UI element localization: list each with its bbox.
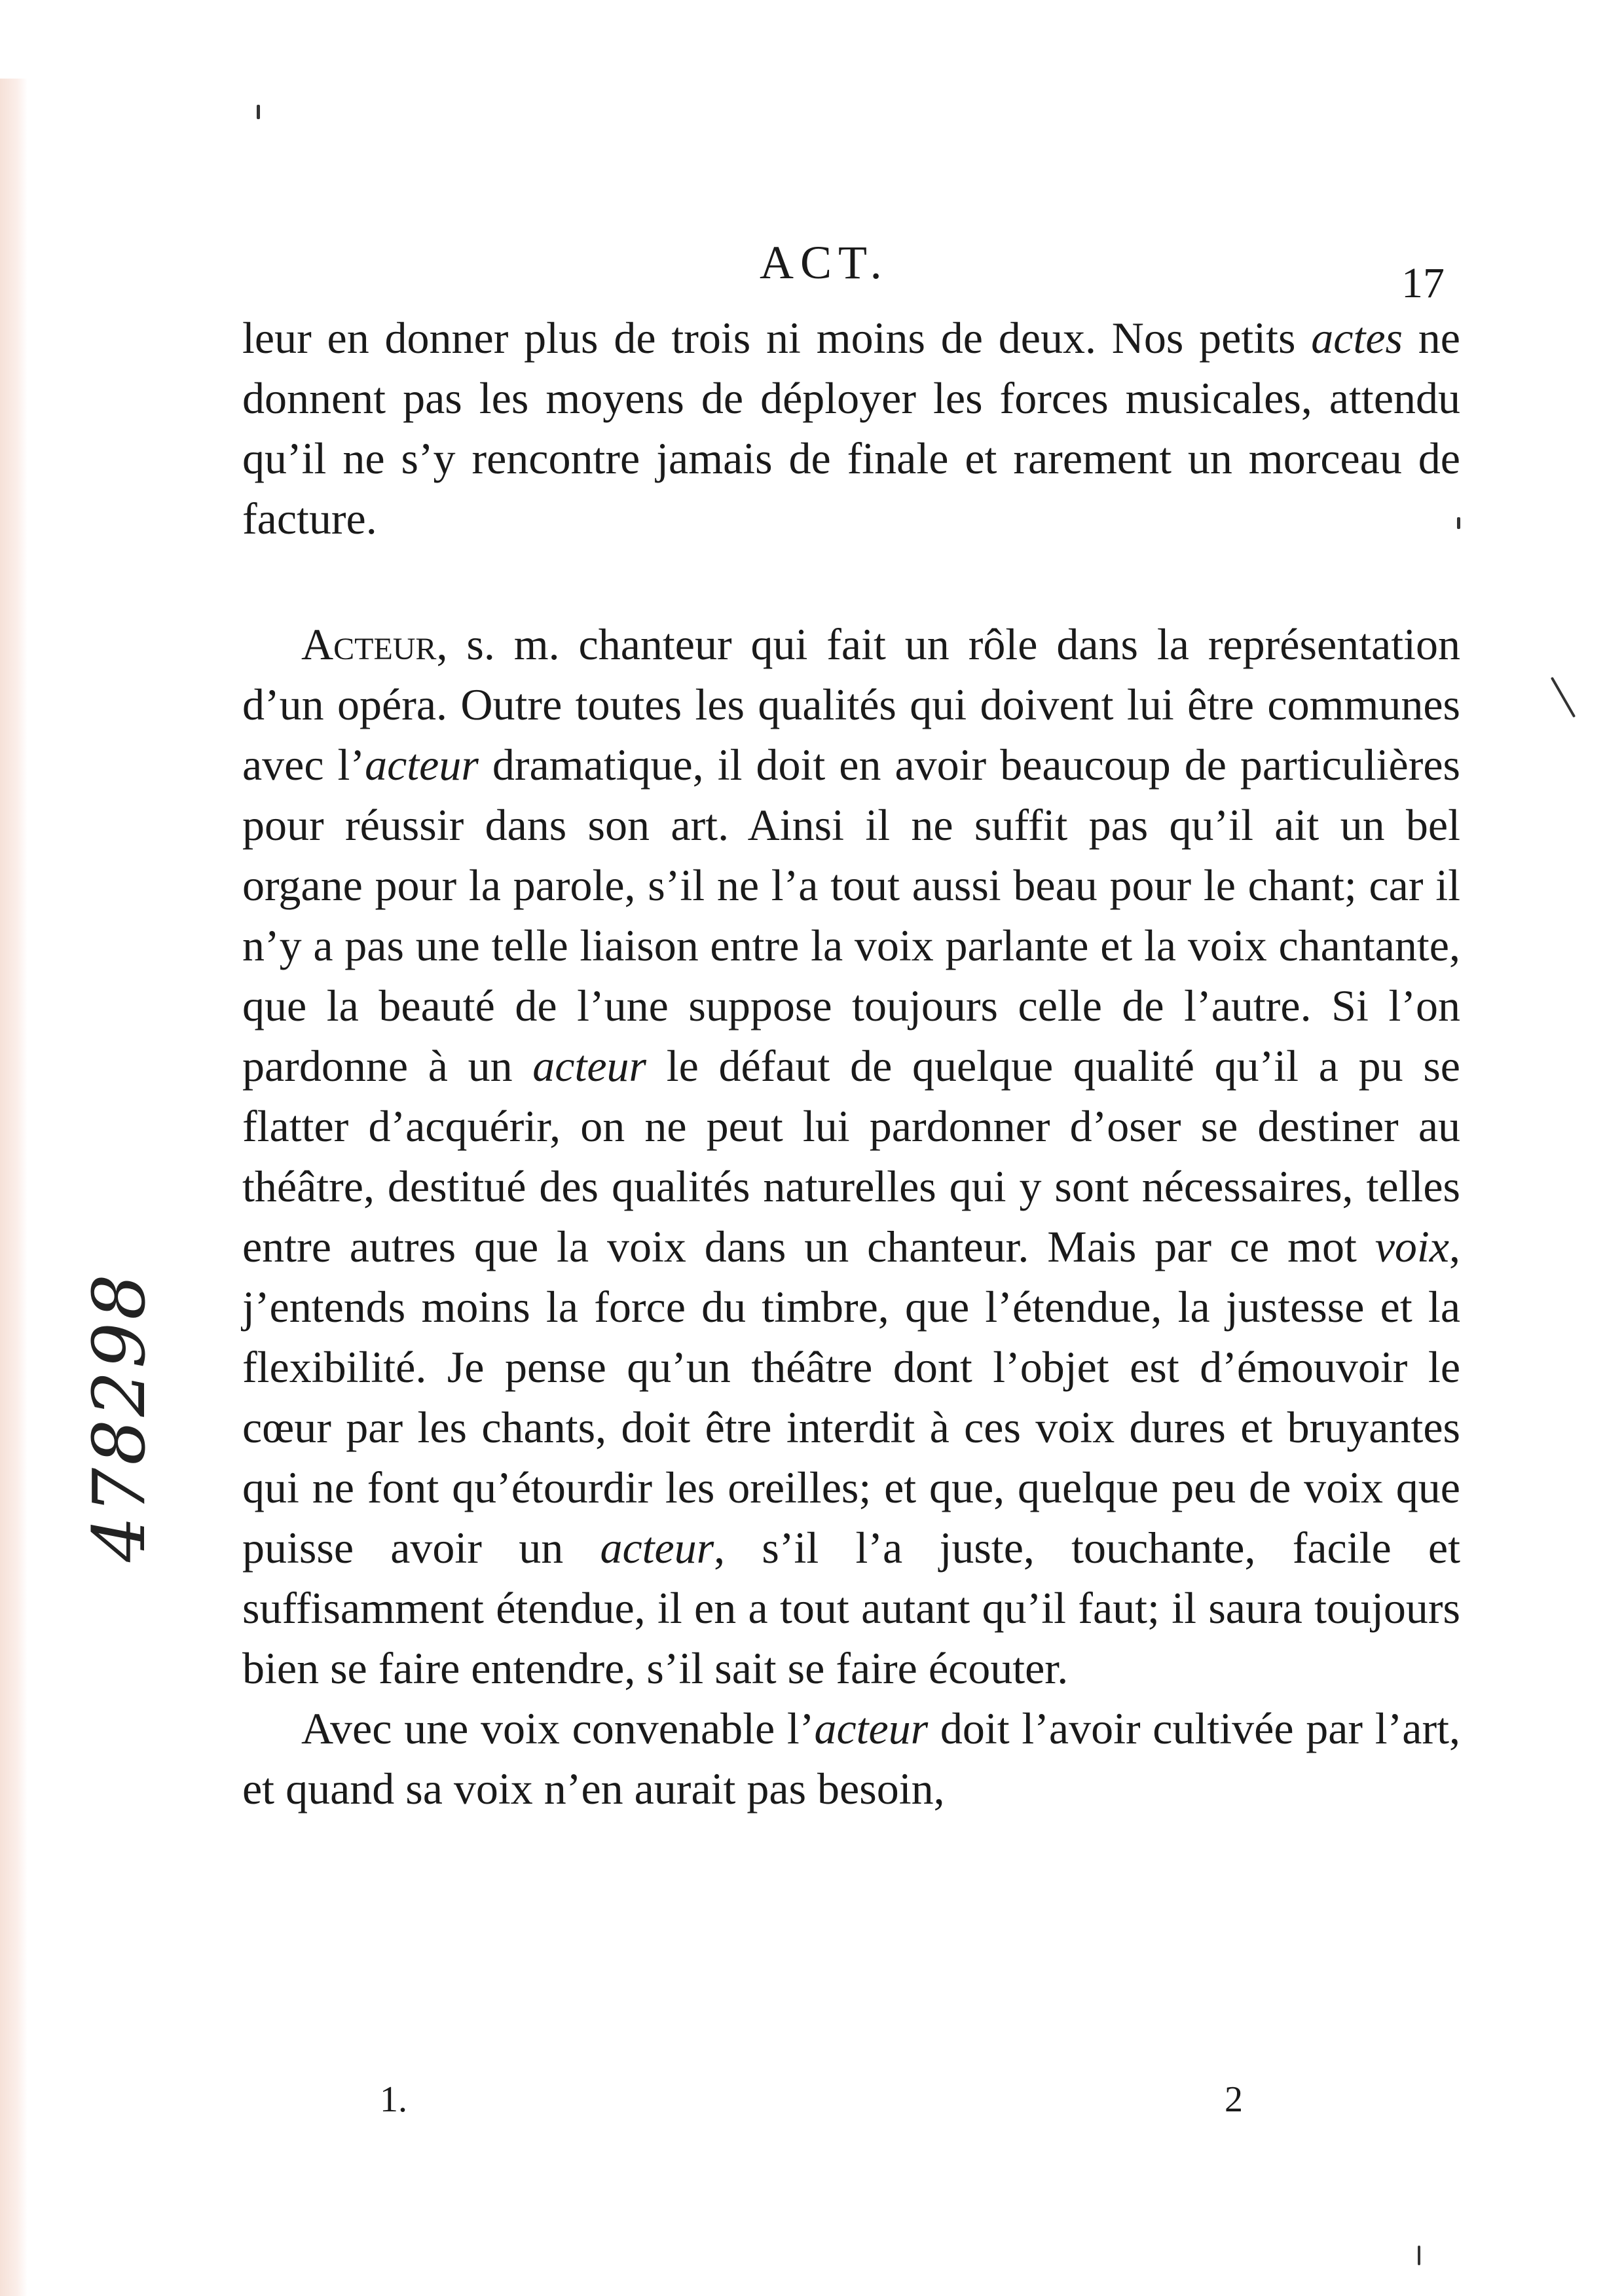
text-run: dramatique, il doit en avoir beaucoup de particulières pour réussir dans son art. Ainsi il ne suffit pas qu’il ait un bel organe pour la parole, s’il ne l’a tout aussi beau pour le chant; car il n’y a pas une telle liaison entre la voix parlante et la voix chantante, que la beauté de l’une suppose toujours celle de l’autre. Si l’on pardonne à un (242, 740, 1460, 1091)
paragraph-acteur (242, 614, 1460, 1698)
body-text (242, 308, 1460, 1819)
paragraph-3 (242, 1698, 1460, 1819)
text-run: , j’entends moins la force du timbre, que l’étendue, la justesse et la flexibilité. Je pense qu’un théâtre dont l’objet est d’émouvoir le cœur par les chants, doit être interdit à ces voix dures et bruyantes qui ne font qu’étourdir les oreilles; et que, quelque peu de voix que puisse avoir un (242, 1222, 1460, 1573)
signature-number: 2 (1225, 2079, 1243, 2120)
text-run: , s’il l’a juste, touchante, facile et suffisamment étendue, il en a tout autant qu’il faut; il saura toujours bien se faire entendre, s’il sait se faire écouter. (242, 1523, 1461, 1693)
italic-term: actes (1311, 313, 1403, 363)
italic-term: voix (1375, 1222, 1449, 1271)
paragraph-1 (242, 308, 1460, 549)
stray-mark (1457, 517, 1460, 529)
text-run: Avec une voix convenable l’ (301, 1704, 815, 1753)
page-number: 17 (1401, 259, 1445, 307)
headword: Acteur (301, 619, 437, 669)
running-head: ACT. (760, 236, 889, 289)
text-run: leur en donner plus de trois ni moins de deux. Nos petits (242, 313, 1312, 363)
signature-mark: 1. (380, 2079, 407, 2120)
italic-term: acteur (365, 740, 479, 790)
text-run: doit l’avoir cultivée par l’art, et quand sa voix n’en aurait pas besoin, (242, 1704, 1460, 1813)
page-edge (0, 79, 28, 2296)
stray-mark (257, 105, 260, 119)
italic-term: acteur (814, 1704, 929, 1753)
text-run: , s. m. chanteur qui fait un rôle dans la représentation d’un opéra. Outre toutes les qualités qui doivent lui être communes avec l’ (242, 619, 1460, 790)
handwritten-shelfmark: 478298 (77, 1271, 161, 1562)
stray-mark (1418, 2246, 1420, 2265)
stray-mark (1551, 677, 1576, 718)
italic-term: acteur (600, 1523, 714, 1573)
text-run: le défaut de quelque qualité qu’il a pu se flatter d’acquérir, on ne peut lui pardonner d’oser se destiner au théâtre, destitué des qualités naturelles qui y sont nécessaires, telles entre autres que la voix dans un chanteur. Mais par ce mot (242, 1041, 1460, 1271)
italic-term: acteur (532, 1041, 646, 1091)
text-run: ne donnent pas les moyens de déployer les forces musicales, attendu qu’il ne s’y rencontre jamais de finale et rarement un morceau de facture. (242, 313, 1460, 543)
